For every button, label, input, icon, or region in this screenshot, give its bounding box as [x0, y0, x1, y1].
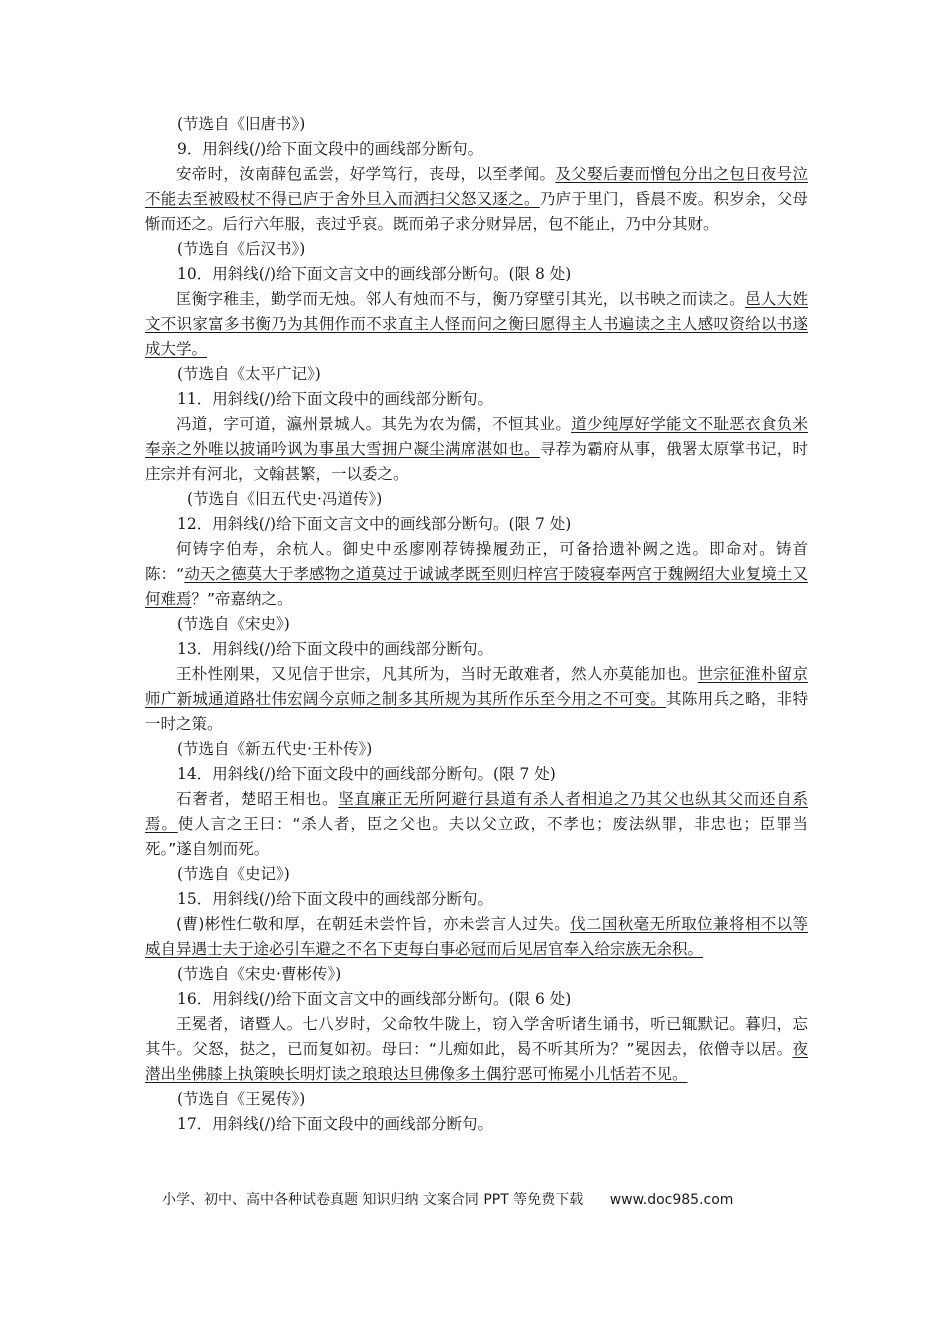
- passage-text: 乃庐于里门，昏晨不废。积岁余，父母惭而还之。后行六年服，丧过乎哀。既而弟子求分财异居，包不能止，乃中分其财。: [145, 190, 808, 233]
- underlined-passage: 邑人大姓文不识家富多书衡乃为其佣作而不求直主人怪而问之衡曰愿得主人书遍读之主人感叹资给以书遂成大学。: [145, 290, 808, 358]
- underlined-passage: 世宗征淮朴留京师广新城通道路壮伟宏阔今京师之制多其所规为其所作乐至今用之不可变。: [145, 665, 808, 708]
- question-prompt: 10．用斜线(/)给下面文言文中的画线部分断句。(限 8 处): [177, 265, 572, 283]
- footer-site-link[interactable]: www.doc985.com: [609, 1192, 734, 1208]
- underlined-passage: 夜潜出坐佛膝上执策映长明灯读之琅琅达旦佛像多土偶狞恶可怖冕小儿恬若不见。: [145, 1040, 808, 1083]
- passage-text: 王朴性刚果，又见信于世宗，凡其所为，当时无敢难者，然人亦莫能加也。: [176, 665, 698, 683]
- source-citation: (节选自《后汉书》): [177, 240, 306, 258]
- passage-paragraph: [145, 787, 808, 862]
- source-citation: (节选自《旧五代史·冯道传》): [187, 490, 383, 508]
- passage-paragraph: [145, 1012, 808, 1087]
- passage-paragraph: [145, 412, 808, 487]
- source-citation: (节选自《宋史·曹彬传》): [177, 965, 342, 983]
- passage-paragraph: [145, 162, 808, 237]
- passage-text: 安帝时，汝南薛包孟尝，好学笃行，丧母，以至孝闻。: [176, 165, 556, 183]
- underlined-passage: 伐二国秋毫无所取位兼将相不以等威自异遇士夫于途必引车避之不名下吏每白事必冠而后见居官奉入给宗族无余积。: [145, 915, 808, 958]
- source-citation: (节选自《史记》): [177, 865, 290, 883]
- underlined-passage: 坚直廉正无所阿避行县道有杀人者相追之乃其父也纵其父而还自系焉。: [145, 790, 808, 833]
- question-prompt: 14．用斜线(/)给下面文段中的画线部分断句。(限 7 处): [177, 765, 556, 783]
- question-prompt: 13．用斜线(/)给下面文段中的画线部分断句。: [177, 640, 494, 658]
- passage-text: ？”帝嘉纳之。: [191, 590, 293, 608]
- underlined-passage: 及父娶后妻而憎包分出之包日夜号泣不能去至被殴杖不得已庐于舍外旦入而洒扫父怒又逐之。: [145, 165, 808, 208]
- passage-paragraph: [145, 287, 808, 362]
- passage-text: (曹)彬性仁敬和厚，在朝廷未尝忤旨，亦未尝言人过失。: [176, 915, 571, 933]
- footer: [162, 1189, 733, 1209]
- passage-text: 石奢者，楚昭王相也。: [176, 790, 339, 808]
- question-prompt: 11．用斜线(/)给下面文段中的画线部分断句。: [177, 390, 494, 408]
- passage-text: 匡衡字稚圭，勤学而无烛。邻人有烛而不与，衡乃穿壁引其光，以书映之而读之。: [176, 290, 746, 308]
- source-citation: (节选自《旧唐书》): [177, 115, 306, 133]
- underlined-passage: 道少纯厚好学能文不耻恶衣食负米奉亲之外唯以披诵吟讽为事虽大雪拥户凝尘满席湛如也。: [145, 415, 808, 458]
- passage-paragraph: [145, 912, 808, 962]
- source-citation: (节选自《王冕传》): [177, 1090, 306, 1108]
- question-prompt: 17．用斜线(/)给下面文段中的画线部分断句。: [177, 1115, 494, 1133]
- passage-text: 何铸字伯寿，余杭人。御史中丞廖刚荐铸操履劲正，可备拾遗补阙之选。即命对。铸首陈：“: [145, 540, 808, 583]
- passage-text: 寻荐为霸府从事，俄署太原掌书记，时庄宗并有河北，文翰甚繁，一以委之。: [145, 440, 808, 483]
- source-citation: (节选自《宋史》): [177, 615, 290, 633]
- footer-text: 小学、初中、高中各种试卷真题 知识归纳 文案合同 PPT 等免费下载: [162, 1192, 584, 1208]
- question-prompt: 12．用斜线(/)给下面文言文中的画线部分断句。(限 7 处): [177, 515, 572, 533]
- document-body: [145, 112, 808, 1137]
- passage-paragraph: [145, 662, 808, 737]
- question-prompt: 9．用斜线(/)给下面文段中的画线部分断句。: [177, 140, 484, 158]
- question-prompt: 15．用斜线(/)给下面文段中的画线部分断句。: [177, 890, 494, 908]
- source-citation: (节选自《太平广记》): [177, 365, 321, 383]
- passage-text: 使人言之王曰：“杀人者，臣之父也。夫以父立政，不孝也；废法纵罪，非忠也；臣罪当死。”遂自刎而死。: [145, 815, 808, 858]
- underlined-passage: 动天之德莫大于孝感物之道莫过于诚诚孝既至则归梓宫于陵寝奉两宫于魏阙绍大业复境土又何难焉: [145, 565, 808, 608]
- source-citation: (节选自《新五代史·王朴传》): [177, 740, 373, 758]
- passage-text: 冯道，字可道，瀛州景城人。其先为农为儒，不恒其业。: [176, 415, 572, 433]
- passage-text: 王冕者，诸暨人。七八岁时，父命牧牛陇上，窃入学舍听诸生诵书，听已辄默记。暮归，忘其牛。父怒，挞之，已而复如初。母曰：“儿痴如此，曷不听其所为？”冕因去，依僧寺以居。: [145, 1015, 808, 1058]
- passage-text: 其陈用兵之略，非特一时之策。: [145, 690, 808, 733]
- passage-paragraph: [145, 537, 808, 612]
- question-prompt: 16．用斜线(/)给下面文言文中的画线部分断句。(限 6 处): [177, 990, 572, 1008]
